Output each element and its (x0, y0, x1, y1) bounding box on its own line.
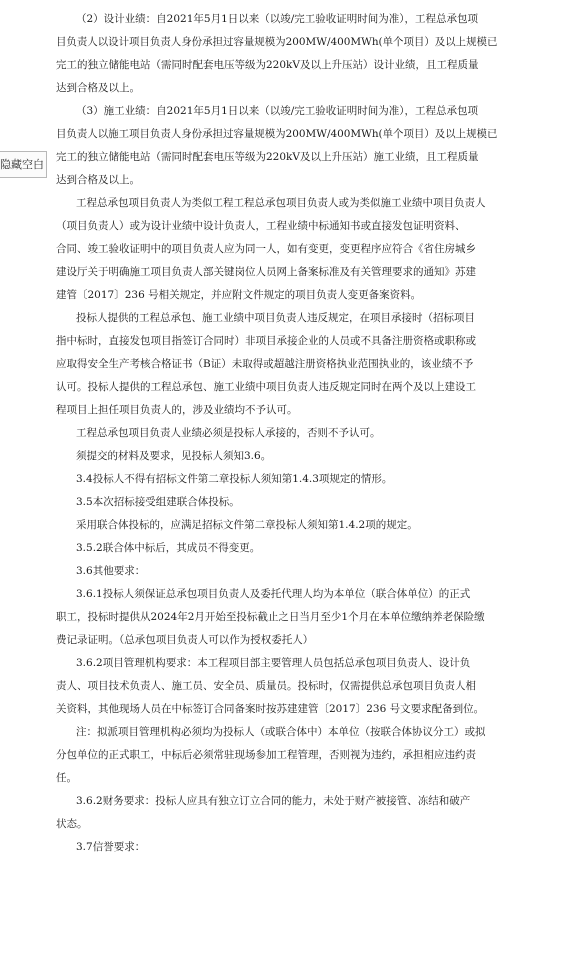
paragraph-line: 工程总承包项目负责人业绩必须是投标人承接的，否则不予认可。 (76, 427, 381, 439)
paragraph-line: 达到合格及以上。 (56, 82, 140, 94)
paragraph-line: 职工，投标时提供从2024年2月开始至投标截止之日当月至少1个月在本单位缴纳养老保险缴 (56, 611, 485, 623)
paragraph-line: 完工的独立储能电站（需同时配套电压等级为220kV及以上升压站）施工业绩，且工程质量 (56, 151, 479, 163)
paragraph-line: 3.5.2联合体中标后，其成员不得变更。 (76, 542, 261, 554)
paragraph-line: 工程总承包项目负责人为类似工程工程总承包项目负责人或为类似施工业绩中项目负责人 (76, 197, 486, 209)
paragraph-line: 须提交的材料及要求，见投标人须知3.6。 (76, 450, 272, 462)
paragraph-line: 完工的独立储能电站（需同时配套电压等级为220kV及以上升压站）设计业绩，且工程质量 (56, 59, 479, 71)
paragraph-line: 责人、项目技术负责人、施工员、安全员、质量员。投标时，仅需提供总承包项目负责人相 (56, 680, 476, 692)
paragraph-line: 认可。投标人提供的工程总承包、施工业绩中项目负责人违反规定同时在两个及以上建设工 (56, 381, 476, 393)
paragraph-line: 分包单位的正式职工，中标后必须常驻现场参加工程管理，否则视为违约，承担相应违约责 (56, 749, 476, 761)
paragraph-line: 3.7信誉要求： (76, 841, 146, 853)
paragraph-line: 任。 (56, 772, 77, 784)
paragraph-line: 达到合格及以上。 (56, 174, 140, 186)
paragraph-line: 费记录证明。（总承包项目负责人可以作为授权委托人） (56, 634, 314, 646)
hide-whitespace-tab[interactable]: 隐藏空白 (0, 151, 47, 178)
paragraph-line: 状态。 (56, 818, 88, 830)
paragraph-line: 3.6.2项目管理机构要求：本工程项目部主要管理人员包括总承包项目负责人、设计负 (76, 657, 471, 669)
paragraph-line: 应取得安全生产考核合格证书（B证）未取得或超越注册资格执业范围执业的，该业绩不予 (56, 358, 474, 370)
paragraph-line: 3.6其他要求： (76, 565, 146, 577)
paragraph-line: 目负责人以设计项目负责人身份承担过容量规模为200MW/400MWh(单个项目）及以上规模已 (56, 36, 498, 48)
paragraph-line: 3.6.2财务要求：投标人应具有独立订立合同的能力，未处于财产被接管、冻结和破产 (76, 795, 471, 807)
paragraph-line: 投标人提供的工程总承包、施工业绩中项目负责人违反规定，在项目承接时（招标项目 (76, 312, 475, 324)
paragraph-line: 合同、竣工验收证明中的项目负责人应为同一人，如有变更，变更程序应符合《省住房城乡 (56, 243, 476, 255)
paragraph-line: 指中标时，直接发包项目指签订合同时）非项目承接企业的人员或不具备注册资格或职称或 (56, 335, 476, 347)
paragraph-line: 建设厅关于明确施工项目负责人部关键岗位人员网上备案标准及有关管理要求的通知》苏建 (56, 266, 476, 278)
paragraph-line: 注：拟派项目管理机构必须均为投标人（或联合体中）本单位（按联合体协议分工）或拟 (76, 726, 486, 738)
paragraph-line: 3.4投标人不得有招标文件第二章投标人须知第1.4.3项规定的情形。 (76, 473, 393, 485)
paragraph-line: 程项目上担任项目负责人的，涉及业绩均不予认可。 (56, 404, 298, 416)
paragraph-line: 目负责人以施工项目负责人身份承担过容量规模为200MW/400MWh(单个项目）及以上规模已 (56, 128, 498, 140)
paragraph-line: （项目负责人）或为设计业绩中设计负责人，工程业绩中标通知书或直接发包证明资料、 (56, 220, 466, 232)
paragraph-line: 采用联合体投标的，应满足招标文件第二章投标人须知第1.4.2项的规定。 (76, 519, 418, 531)
paragraph-line: （3）施工业绩：自2021年5月1日以来（以竣/完工验收证明时间为准），工程总承包项 (76, 105, 479, 117)
paragraph-line: 3.5本次招标接受组建联合体投标。 (76, 496, 240, 508)
paragraph-line: 关资料，其他现场人员在中标签订合同备案时按苏建建管〔2017〕236 号文要求配备到位。 (56, 703, 485, 715)
document-body (56, 8, 498, 859)
paragraph-line: 3.6.1投标人须保证总承包项目负责人及委托代理人均为本单位（联合体单位）的正式 (76, 588, 471, 600)
paragraph-line: （2）设计业绩：自2021年5月1日以来（以竣/完工验收证明时间为准），工程总承包项 (76, 13, 479, 25)
paragraph-line: 建管〔2017〕236 号相关规定，并应附文件规定的项目负责人变更备案资料。 (56, 289, 422, 301)
